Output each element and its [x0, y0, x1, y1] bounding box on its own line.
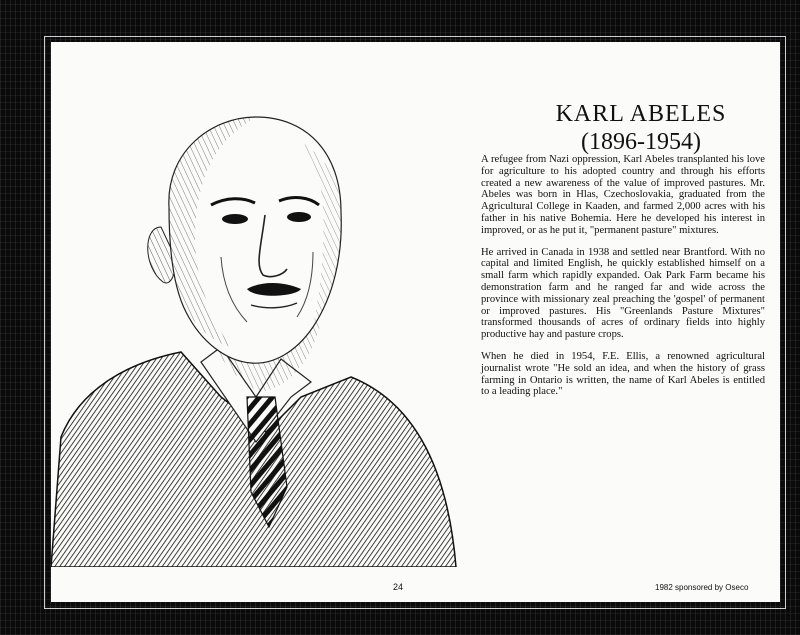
sponsor-credit: 1982 sponsored by Oseco [655, 583, 749, 592]
biography-paragraph-3: When he died in 1954, F.E. Ellis, a renowned agricultural journalist wrote "He sold an idea, and when the history of grass farming in Ontario is written, the name of Karl Abeles is entitled to a leading place." [481, 350, 765, 398]
page-number: 24 [393, 582, 404, 592]
biography-text [481, 154, 765, 408]
portrait-drawing-icon [51, 97, 461, 567]
person-name: KARL ABELES [555, 101, 727, 127]
life-dates: (1896-1954) [581, 129, 701, 155]
biography-paragraph-1: A refugee from Nazi oppression, Karl Abeles transplanted his love for agriculture to his adopted country and through his efforts created a new awareness of the value of improved pastures. Mr. Abeles was born in Hlas, Czechoslovakia, graduated from the Agricultural College in Kaaden, and farmed 2,000 acres with his father in his native Bohemia. Here he developed his interest in improved, or as he put it, "permanent pasture" mixtures. [481, 154, 765, 236]
plaque-panel [51, 42, 780, 602]
title-block [521, 100, 761, 156]
biography-paragraph-2: He arrived in Canada in 1938 and settled near Brantford. With no capital and limited English, he quickly established himself on a small farm which rapidly expanded. Oak Park Farm became his demonstration farm and he ranged far and wide across the province with missionary zeal preaching the 'gospel' of permanent or improved pastures. His "Greenlands Pasture Mixtures" transformed thousands of acres of ordinary fields into highly productive hay and pasture crops. [481, 246, 765, 341]
